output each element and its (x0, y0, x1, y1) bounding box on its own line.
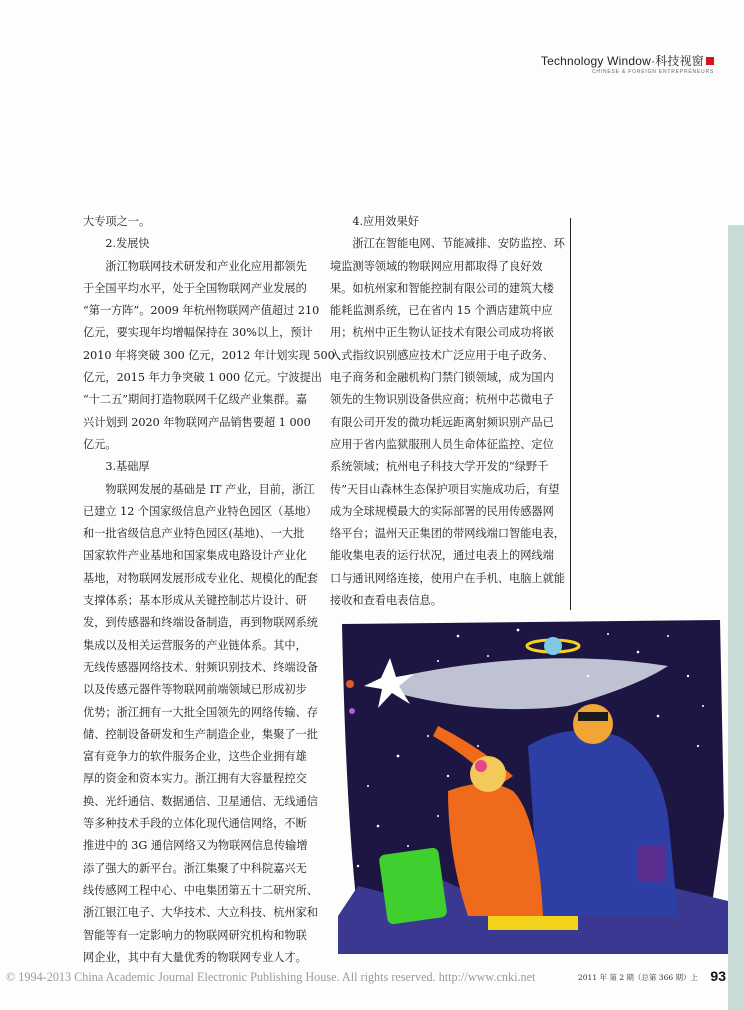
text-line: 兴计划到 2020 年物联网产品销售要超 1 000 (83, 415, 311, 429)
page-number: 93 (710, 968, 726, 984)
copyright-notice: © 1994-2013 China Academic Journal Electronic Publishing House. All rights reserved. http://www.cnki.net (6, 970, 536, 984)
column-divider (570, 218, 571, 610)
text-line: 2.发展快 (83, 237, 150, 251)
issue-info: 2011 年 第 2 期（总第 366 期）上 (578, 973, 698, 982)
right-column (330, 211, 566, 612)
text-line: 应用于省内监狱服刑人员生命体征监控、定位 (330, 437, 554, 451)
text-line: “第一方阵”。2009 年杭州物联网产值超过 210 (83, 304, 320, 318)
text-line: 系统领域；杭州电子科技大学开发的“绿野千 (330, 460, 549, 474)
text-line: 口与通讯网络连接，使用户在手机、电脑上就能 (330, 571, 565, 585)
woman-head (470, 756, 506, 792)
text-line: 接收和查看电表信息。 (330, 594, 442, 608)
green-bag-icon (378, 847, 447, 925)
text-line: 用；杭州中正生物认证技术有限公司成功将嵌 (330, 326, 554, 340)
small-planet-icon (349, 708, 355, 714)
text-line: 以及传感元器件等物联网前端领域已形成初步 (83, 683, 307, 697)
text-line: 络平台；温州天正集团的带网线端口智能电表， (330, 527, 565, 541)
text-line: 领先的生物识别设备供应商；杭州中芯微电子 (330, 393, 554, 407)
text-line: 于全国平均水平，处于全国物联网产业发展的 (83, 281, 307, 295)
text-line: 等多种技术手段的立体化现代通信网络，不断 (83, 817, 307, 831)
man-glasses (578, 712, 608, 721)
text-line: 亿元，要实现年均增幅保持在 30%以上，预计 (83, 326, 313, 340)
small-planet-icon (346, 680, 354, 688)
text-line: 果。如杭州家和智能控制有限公司的建筑大楼 (330, 281, 554, 295)
text-line: 厚的资金和资本实力。浙江拥有大容量程控交 (83, 772, 307, 786)
section-header (541, 52, 714, 75)
text-line: 支撑体系；基本形成从关键控制芯片设计、研 (83, 594, 307, 608)
text-line: 智能等有一定影响力的物联网研究机构和物联 (83, 928, 307, 942)
text-line: 和一批省级信息产业特色园区(基地)、一大批 (83, 527, 305, 541)
text-line: 基地，对物联网发展形成专业化、规模化的配套 (83, 571, 318, 585)
text-line: 添了强大的新平台。浙江集聚了中科院嘉兴无 (83, 861, 307, 875)
text-line: 4.应用效果好 (330, 215, 419, 228)
text-line: 浙江在智能电网、节能减排、安防监控、环 (330, 237, 565, 251)
text-line: 能收集电表的运行状况，通过电表上的网线端 (330, 549, 554, 563)
yellow-floor (488, 916, 578, 930)
text-line: 线传感网工程中心、中电集团第五十二研究所、 (83, 883, 318, 897)
section-title: Technology Window·科技视窗 (540, 54, 704, 68)
text-line: 国家软件产业基地和国家集成电路设计产业化 (83, 549, 307, 563)
text-line: 亿元，2015 年力争突破 1 000 亿元。宁波提出 (83, 371, 322, 385)
text-line: 浙江银江电子、大华技术、大立科技、杭州家和 (83, 906, 318, 920)
text-line: 亿元。 (83, 437, 117, 451)
text-line: 发，到传感器和终端设备制造，再到物联网系统 (83, 616, 318, 630)
page-footer (0, 970, 744, 990)
text-line: 已建立 12 个国家级信息产业特色园区（基地） (83, 504, 317, 518)
text-line: 无线传感器网络技术、射频识别技术、终端设备 (83, 660, 318, 674)
text-line: 2010 年将突破 300 亿元，2012 年计划实现 500 (83, 348, 335, 362)
section-subtitle: CHINESE & FOREIGN ENTREPRENEURS (591, 69, 714, 75)
stargazing-couple-illustration (338, 616, 728, 954)
text-line: 境监测等领域的物联网应用都取得了良好效 (330, 259, 543, 273)
purple-bag-icon (638, 846, 666, 881)
left-column (83, 211, 335, 969)
text-line: 大专项之一。 (83, 215, 151, 228)
text-line: 优势；浙江拥有一大批全国领先的网络传输、存 (83, 705, 318, 719)
red-square-icon (706, 57, 714, 65)
woman-glasses (475, 760, 487, 772)
text-line: 有限公司开发的微功耗远距离射频识别产品已 (330, 415, 554, 429)
text-line: 集成以及相关运营服务的产业链体系。其中， (83, 638, 307, 652)
text-line: 富有竞争力的软件服务企业，这些企业拥有雄 (83, 750, 307, 764)
text-line: 成为全球规模最大的实际部署的民用传感器网 (330, 504, 554, 518)
sidebar-color-strip (728, 225, 744, 1010)
text-line: 物联网发展的基础是 IT 产业，目前，浙江 (83, 482, 315, 496)
text-line: 电子商务和金融机构门禁门锁领域，成为国内 (330, 371, 554, 385)
man-head (573, 704, 613, 744)
text-line: 推进中的 3G 通信网络又为物联网信息传输增 (83, 839, 308, 853)
text-line: 浙江物联网技术研发和产业化应用都领先 (83, 259, 307, 273)
text-line: 网企业，其中有大量优秀的物联网专业人才。 (83, 950, 307, 964)
text-line: 传”天目山森林生态保护项目实施成功后，有望 (330, 482, 560, 496)
text-line: 能耗监测系统，已在省内 15 个酒店建筑中应 (330, 304, 553, 318)
text-line: 换、光纤通信、数据通信、卫星通信、无线通信 (83, 794, 318, 808)
text-line: “十二五”期间打造物联网千亿级产业集群。嘉 (83, 393, 308, 407)
text-line: 3.基础厚 (83, 460, 150, 474)
text-line: 入式指纹识别感应技术广泛应用于电子政务、 (330, 348, 554, 362)
text-line: 储、控制设备研发和生产制造企业，集聚了一批 (83, 727, 318, 741)
